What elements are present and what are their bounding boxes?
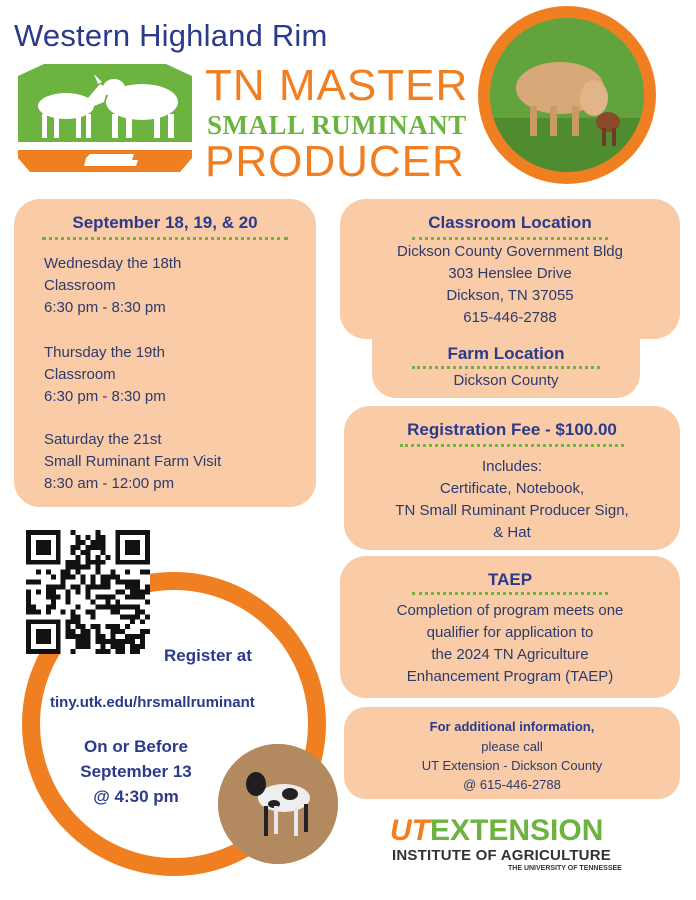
classroom-address: Dickson County Government Bldg 303 Henslee Drive Dickson, TN 37055 615-446-2788	[397, 243, 623, 326]
region-title: Western Highland Rim	[14, 18, 328, 53]
ut-mark: UT	[390, 814, 430, 847]
extension-word: EXTENSION	[430, 814, 604, 847]
session-wednesday: Wednesday the 18th Classroom 6:30 pm - 8:30 pm	[44, 255, 182, 316]
title-producer: PRODUCER	[205, 137, 465, 186]
ut-extension-logo	[390, 814, 660, 878]
fee-includes: Includes: Certificate, Notebook, TN Small Ruminant Producer Sign, & Hat	[395, 458, 629, 541]
farm-box	[372, 338, 640, 398]
register-deadline: On or Before September 13 @ 4:30 pm	[80, 737, 192, 806]
register-link[interactable]: tiny.utk.edu/hrsmallruminant	[50, 694, 255, 711]
schedule-box	[14, 199, 316, 507]
institute-label: INSTITUTE OF AGRICULTURE	[392, 847, 611, 864]
taep-box	[340, 556, 680, 698]
info-box	[344, 707, 680, 799]
program-logo	[14, 62, 196, 174]
fee-heading: Registration Fee - $100.00	[407, 420, 617, 439]
tennessee-icon	[84, 154, 138, 166]
qr-code[interactable]	[26, 530, 150, 654]
farm-location: Dickson County	[453, 372, 559, 389]
title-tn-master: TN MASTER	[205, 61, 469, 110]
classroom-heading: Classroom Location	[428, 213, 592, 232]
info-contact: please call UT Extension - Dickson County @ 615-446-2788	[421, 739, 603, 792]
taep-heading: TAEP	[487, 570, 533, 589]
session-thursday: Thursday the 19th Classroom 6:30 pm - 8:30 pm	[44, 344, 166, 405]
fee-box	[344, 406, 680, 550]
schedule-dates: September 18, 19, & 20	[72, 213, 258, 232]
info-heading: For additional information,	[429, 719, 595, 734]
session-saturday: Saturday the 21st Small Ruminant Farm Visit 8:30 am - 12:00 pm	[44, 431, 222, 492]
farm-heading: Farm Location	[447, 344, 565, 363]
sheep-photo	[478, 6, 656, 184]
classroom-box	[340, 199, 680, 339]
university-label: THE UNIVERSITY OF TENNESSEE	[508, 865, 622, 872]
taep-description: Completion of program meets one qualifier for application to the 2024 TN Agriculture Enhancement Program (TAEP)	[396, 602, 624, 685]
title-small-ruminant: SMALL RUMINANT	[207, 110, 467, 140]
goat-photo	[218, 744, 338, 864]
register-label: Register at	[164, 646, 252, 665]
